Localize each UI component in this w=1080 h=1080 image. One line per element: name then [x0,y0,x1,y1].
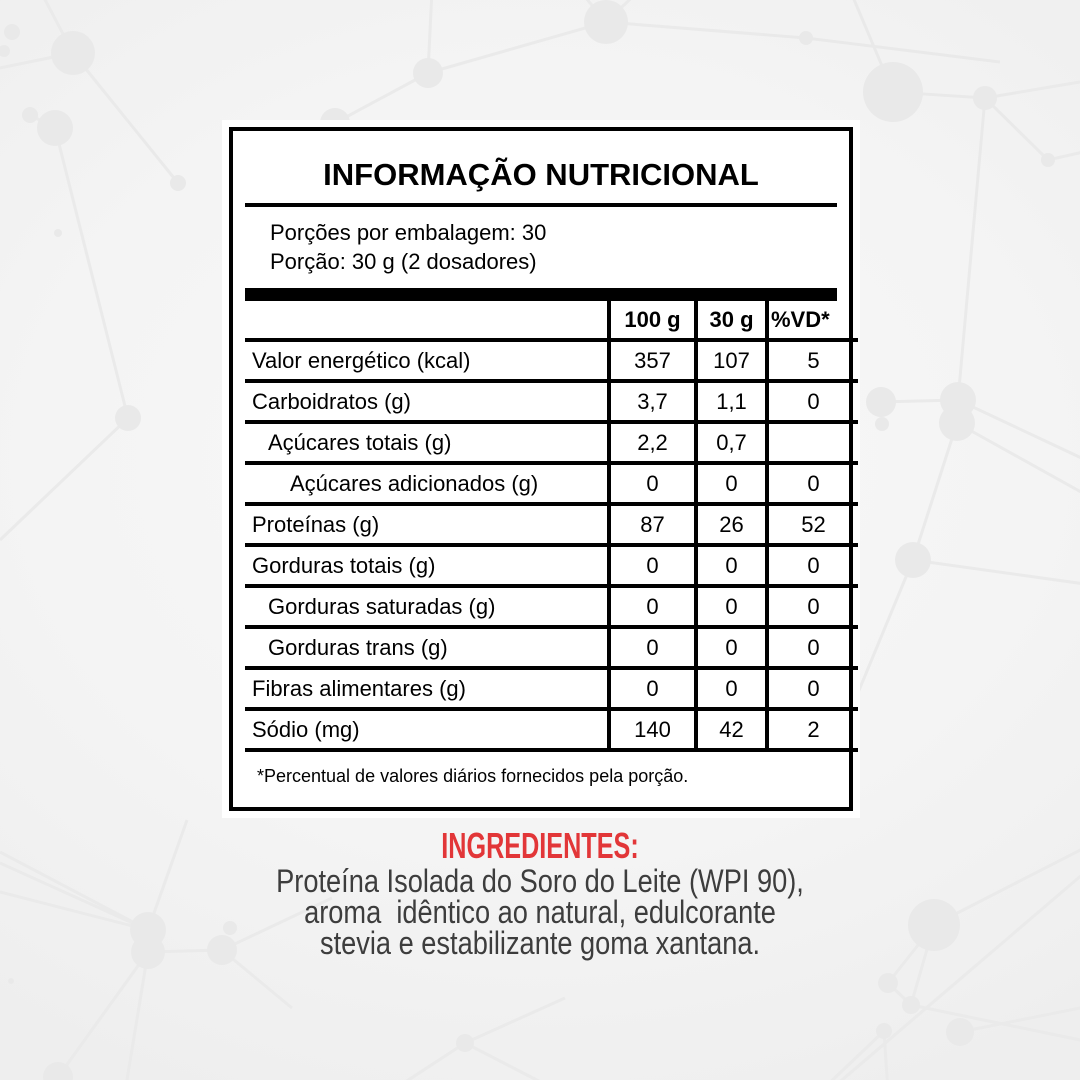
nutrition-table [245,301,858,752]
table-row [245,668,858,709]
value-pct-vd: 0 [767,381,858,422]
value-pct-vd: 0 [767,545,858,586]
table-row [245,340,858,381]
title-divider [245,203,837,207]
table-row [245,463,858,504]
table-row [245,586,858,627]
value-pct-vd: 0 [767,463,858,504]
value-per-30g: 0 [696,627,767,668]
table-row [245,545,858,586]
serving-info [245,218,837,276]
nutrient-label: Açúcares adicionados (g) [245,463,609,504]
ingredients-line: aroma idêntico ao natural, edulcorante [304,894,776,930]
value-per-100g: 0 [609,627,696,668]
value-per-100g: 140 [609,709,696,750]
value-per-30g: 0 [696,668,767,709]
value-per-30g: 26 [696,504,767,545]
nutrition-label-title: INFORMAÇÃO NUTRICIONAL [323,157,759,192]
nutrient-label: Carboidratos (g) [245,381,609,422]
table-row [245,627,858,668]
value-pct-vd [767,422,858,463]
table-top-bar [245,288,837,301]
value-per-30g: 107 [696,340,767,381]
header-per-30g: 30 g [696,301,767,340]
servings-per-package: Porções por embalagem: 30 [270,220,547,245]
ingredients-section [0,826,1080,959]
daily-values-footnote: *Percentual de valores diários fornecidos pela porção. [257,766,689,786]
serving-size: Porção: 30 g (2 dosadores) [270,249,537,274]
value-per-30g: 0 [696,545,767,586]
value-pct-vd: 0 [767,586,858,627]
ingredients-heading: INGREDIENTES: [441,825,639,866]
value-pct-vd: 52 [767,504,858,545]
value-pct-vd: 0 [767,668,858,709]
nutrient-label: Açúcares totais (g) [245,422,609,463]
nutrient-label: Proteínas (g) [245,504,609,545]
value-per-100g: 0 [609,463,696,504]
value-per-100g: 0 [609,668,696,709]
nutrient-label: Sódio (mg) [245,709,609,750]
nutrient-label: Gorduras trans (g) [245,627,609,668]
nutrition-label-border [229,127,853,811]
nutrient-label: Valor energético (kcal) [245,340,609,381]
ingredients-line: stevia e estabilizante goma xantana. [319,925,761,961]
table-row [245,422,858,463]
value-per-100g: 357 [609,340,696,381]
table-header-row [245,301,858,340]
header-nutrient-col [245,301,609,340]
value-per-100g: 87 [609,504,696,545]
nutrition-label-card [222,120,860,818]
value-per-100g: 2,2 [609,422,696,463]
table-row [245,709,858,750]
ingredients-line: Proteína Isolada do Soro do Leite (WPI 90), [276,863,804,899]
value-per-100g: 3,7 [609,381,696,422]
value-per-30g: 1,1 [696,381,767,422]
header-pct-vd: %VD* [767,301,858,340]
value-per-30g: 0 [696,463,767,504]
value-per-100g: 0 [609,545,696,586]
value-pct-vd: 2 [767,709,858,750]
table-row [245,381,858,422]
value-per-30g: 0,7 [696,422,767,463]
table-row [245,504,858,545]
value-per-30g: 0 [696,586,767,627]
header-per-100g: 100 g [609,301,696,340]
nutrient-label: Fibras alimentares (g) [245,668,609,709]
value-per-30g: 42 [696,709,767,750]
value-pct-vd: 5 [767,340,858,381]
value-per-100g: 0 [609,586,696,627]
value-pct-vd: 0 [767,627,858,668]
nutrient-label: Gorduras totais (g) [245,545,609,586]
nutrient-label: Gorduras saturadas (g) [245,586,609,627]
